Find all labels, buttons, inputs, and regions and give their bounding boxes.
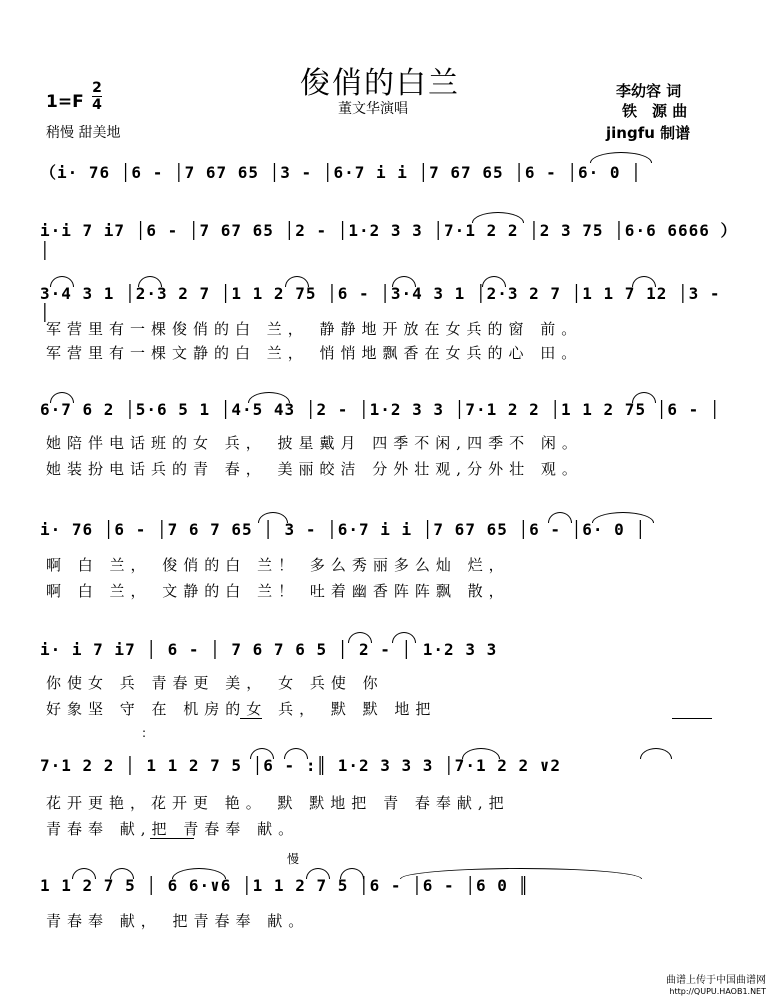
slur <box>348 632 372 643</box>
dot-mark: : <box>142 726 147 740</box>
notes-row-4: 6·7 6 2 │5·6 5 1 │4·5 43 │2 - │1·2 3 3 │7·1 2 2 │1 1 2 75 │6 - │ <box>40 400 721 419</box>
time-denominator: 4 <box>92 97 102 113</box>
slur <box>50 276 74 287</box>
slur-tie <box>400 868 642 879</box>
slur <box>632 276 656 287</box>
time-numerator: 2 <box>92 80 102 96</box>
arranger-credit: jingfu 制谱 <box>606 124 691 142</box>
slur <box>248 392 290 403</box>
tempo-marking: 稍慢 甜美地 <box>46 125 121 141</box>
notes-row-8: 1 1 2 7 5 │ 6 6·∨6 │1 1 2 7 5 │6 - │6 - │6 0 ║ <box>40 876 530 895</box>
singer-credit: 董文华演唱 <box>338 101 408 117</box>
watermark-url: http://QUPU.HAOB1.NET <box>669 987 766 996</box>
slur <box>462 748 500 759</box>
slur <box>50 392 74 403</box>
song-title: 俊俏的白兰 <box>300 66 460 101</box>
slur <box>284 748 308 759</box>
lyric-underline <box>240 718 262 719</box>
slur <box>472 212 524 223</box>
lyric-r7-verse2: 青春奉 献,把 青春奉 献。 <box>46 820 300 838</box>
lyric-r3-verse2: 军营里有一棵文静的白 兰， 悄悄地飘香在女兵的心 田。 <box>46 344 583 362</box>
notes-row-3: 3·4 3 1 │2·3 2 7 │1 1 2 75 │6 - │3·4 3 1 │2·3 2 7 │1 1 7 12 │3 - │ <box>40 284 721 322</box>
slur <box>392 632 416 643</box>
lyric-r7-verse1: 花开更艳，花开更 艳。 默 默地把 青 春奉献,把 <box>46 794 510 812</box>
lyric-r6-verse1: 你使女 兵 青春更 美， 女 兵使 你 <box>46 674 384 692</box>
lyric-r4-verse1: 她陪伴电话班的女 兵， 披星戴月 四季不闲,四季不 闲。 <box>46 434 583 452</box>
tempo-slow-marking: 慢 <box>287 852 300 866</box>
lyric-r4-verse2: 她装扮电话兵的青 春， 美丽皎洁 分外壮观,分外壮 观。 <box>46 460 583 478</box>
notes-row-7: 7·1 2 2 │ 1 1 2 7 5 │6 - :║ 1·2 3 3 3 │7·1 2 2 ∨2 <box>40 756 562 775</box>
slur <box>482 276 506 287</box>
lyric-r6-verse2: 好象坚 守 在 机房的女 兵， 默 默 地把 <box>46 700 437 718</box>
slur <box>340 868 364 879</box>
notes-row-6: i· i 7 i7 │ 6 - │ 7 6 7 6 5 │ 2 - │ 1·2 3 3 <box>40 640 498 659</box>
slur <box>110 868 134 879</box>
slur <box>72 868 96 879</box>
slur <box>250 748 274 759</box>
slur <box>632 392 656 403</box>
slur <box>285 276 309 287</box>
watermark-line-1: 曲谱上传于中国曲谱网 <box>666 975 766 986</box>
lyric-r8-verse1: 青春奉 献， 把青春奉 献。 <box>46 912 310 930</box>
notes-row-1: （i· 76 │6 - │7 67 65 │3 - │6·7 i i │7 67 65 │6 - │6· 0 │ <box>40 163 642 182</box>
slur <box>138 276 162 287</box>
notes-row-5: i· 76 │6 - │7 6 7 65 │ 3 - │6·7 i i │7 67 65 │6 - │6· 0 │ <box>40 520 647 539</box>
slur <box>172 868 226 879</box>
score-row-2 <box>40 218 730 262</box>
lyric-r5-verse2: 啊 白 兰， 文静的白 兰！ 吐着幽香阵阵飘 散， <box>46 582 510 600</box>
slur <box>592 512 654 523</box>
lyric-r3-verse1: 军营里有一棵俊俏的白 兰， 静静地开放在女兵的窗 前。 <box>46 320 583 338</box>
notes-row-2: i·i 7 i7 │6 - │7 67 65 │2 - │1·2 3 3 │7·1 2 2 │2 3 75 │6·6 6666 ）│ <box>40 221 730 260</box>
slur <box>548 512 572 523</box>
lyric-r5-verse1: 啊 白 兰， 俊俏的白 兰！ 多么秀丽多么灿 烂， <box>46 556 510 574</box>
slur <box>258 512 288 523</box>
slur <box>640 748 672 759</box>
time-signature <box>92 80 102 113</box>
key-signature: 1=F <box>46 92 84 112</box>
slur <box>590 152 652 163</box>
slur <box>392 276 416 287</box>
lyricist-credit: 李幼容 词 <box>616 82 682 100</box>
composer-credit: 铁 源 曲 <box>622 102 688 120</box>
lyric-underline <box>672 718 712 719</box>
lyric-underline <box>150 838 194 839</box>
score-row-1 <box>40 160 730 204</box>
slur <box>306 868 330 879</box>
site-watermark <box>666 975 766 997</box>
